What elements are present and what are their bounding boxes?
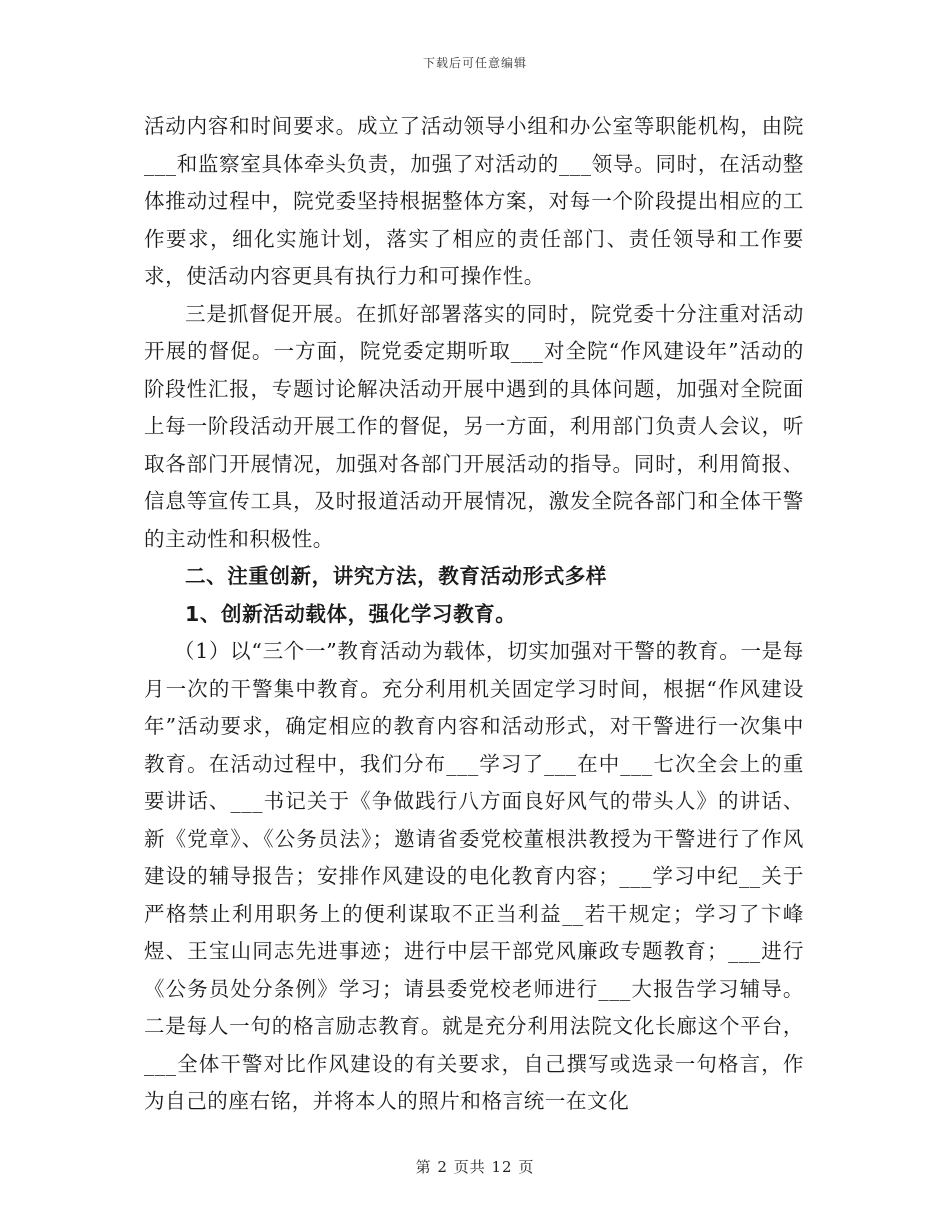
page-number: 第 2 页共 12 页 (415, 1158, 535, 1176)
paragraph-supervision: 三是抓督促开展。在抓好部署落实的同时，院党委十分注重对活动开展的督促。一方面，院党委定期听取___对全院“作风建设年”活动的阶段性汇报，专题讨论解决活动开展中遇到的具体问题，加强对全院面上每一阶段活动开展工作的督促，另一方面，利用部门负责人会议，听取各部门开展情况，加强对各部门开展活动的指导。同时，利用简报、信息等宣传工具，及时报道活动开展情况，激发全院各部门和全体干警的主动性和积极性。 (144, 301, 804, 551)
paragraph-education: （1）以“三个一”教育活动为载体，切实加强对干警的教育。一是每月一次的干警集中教育。充分利用机关固定学习时间，根据“作风建设年”活动要求，确定相应的教育内容和活动形式，对干警进行一次集中教育。在活动过程中，我们分布___学习了___在中___七次全会上的重要讲话、___书记关于《争做践行八方面良好风气的带头人》的讲话、新《党章》、《公务员法》；邀请省委党校董根洪教授为干警进行了作风建设的辅导报告；安排作风建设的电化教育内容；___学习中纪__关于严格禁止利用职务上的便利谋取不正当利益__若干规定；学习了卞峰煜、王宝山同志先进事迹；进行中层干部党风廉政专题教育；___进行《公务员处分条例》学习；请县委党校老师进行___大报告学习辅导。二是每人一句的格言励志教育。就是充分利用法院文化长廊这个平台，___全体干警对比作风建设的有关要求，自己撰写或选录一句格言，作为自己的座右铭，并将本人的照片和格言统一在文化 (144, 639, 804, 1113)
subsection-heading: 1、创新活动载体，强化学习教育。 (185, 601, 517, 626)
paragraph-continuation: 活动内容和时间要求。成立了活动领导小组和办公室等职能机构，由院___和监察室具体牵头负责，加强了对活动的___领导。同时，在活动整体推动过程中，院党委坚持根据整体方案，对每一个阶段提出相应的工作要求，细化实施计划，落实了相应的责任部门、责任领导和工作要求，使活动内容更具有执行力和可操作性。 (144, 114, 804, 288)
section-heading: 二、注重创新，讲究方法，教育活动形式多样 (185, 564, 607, 588)
document-body (144, 108, 804, 1121)
page-header: 下载后可任意编辑 (422, 56, 527, 70)
